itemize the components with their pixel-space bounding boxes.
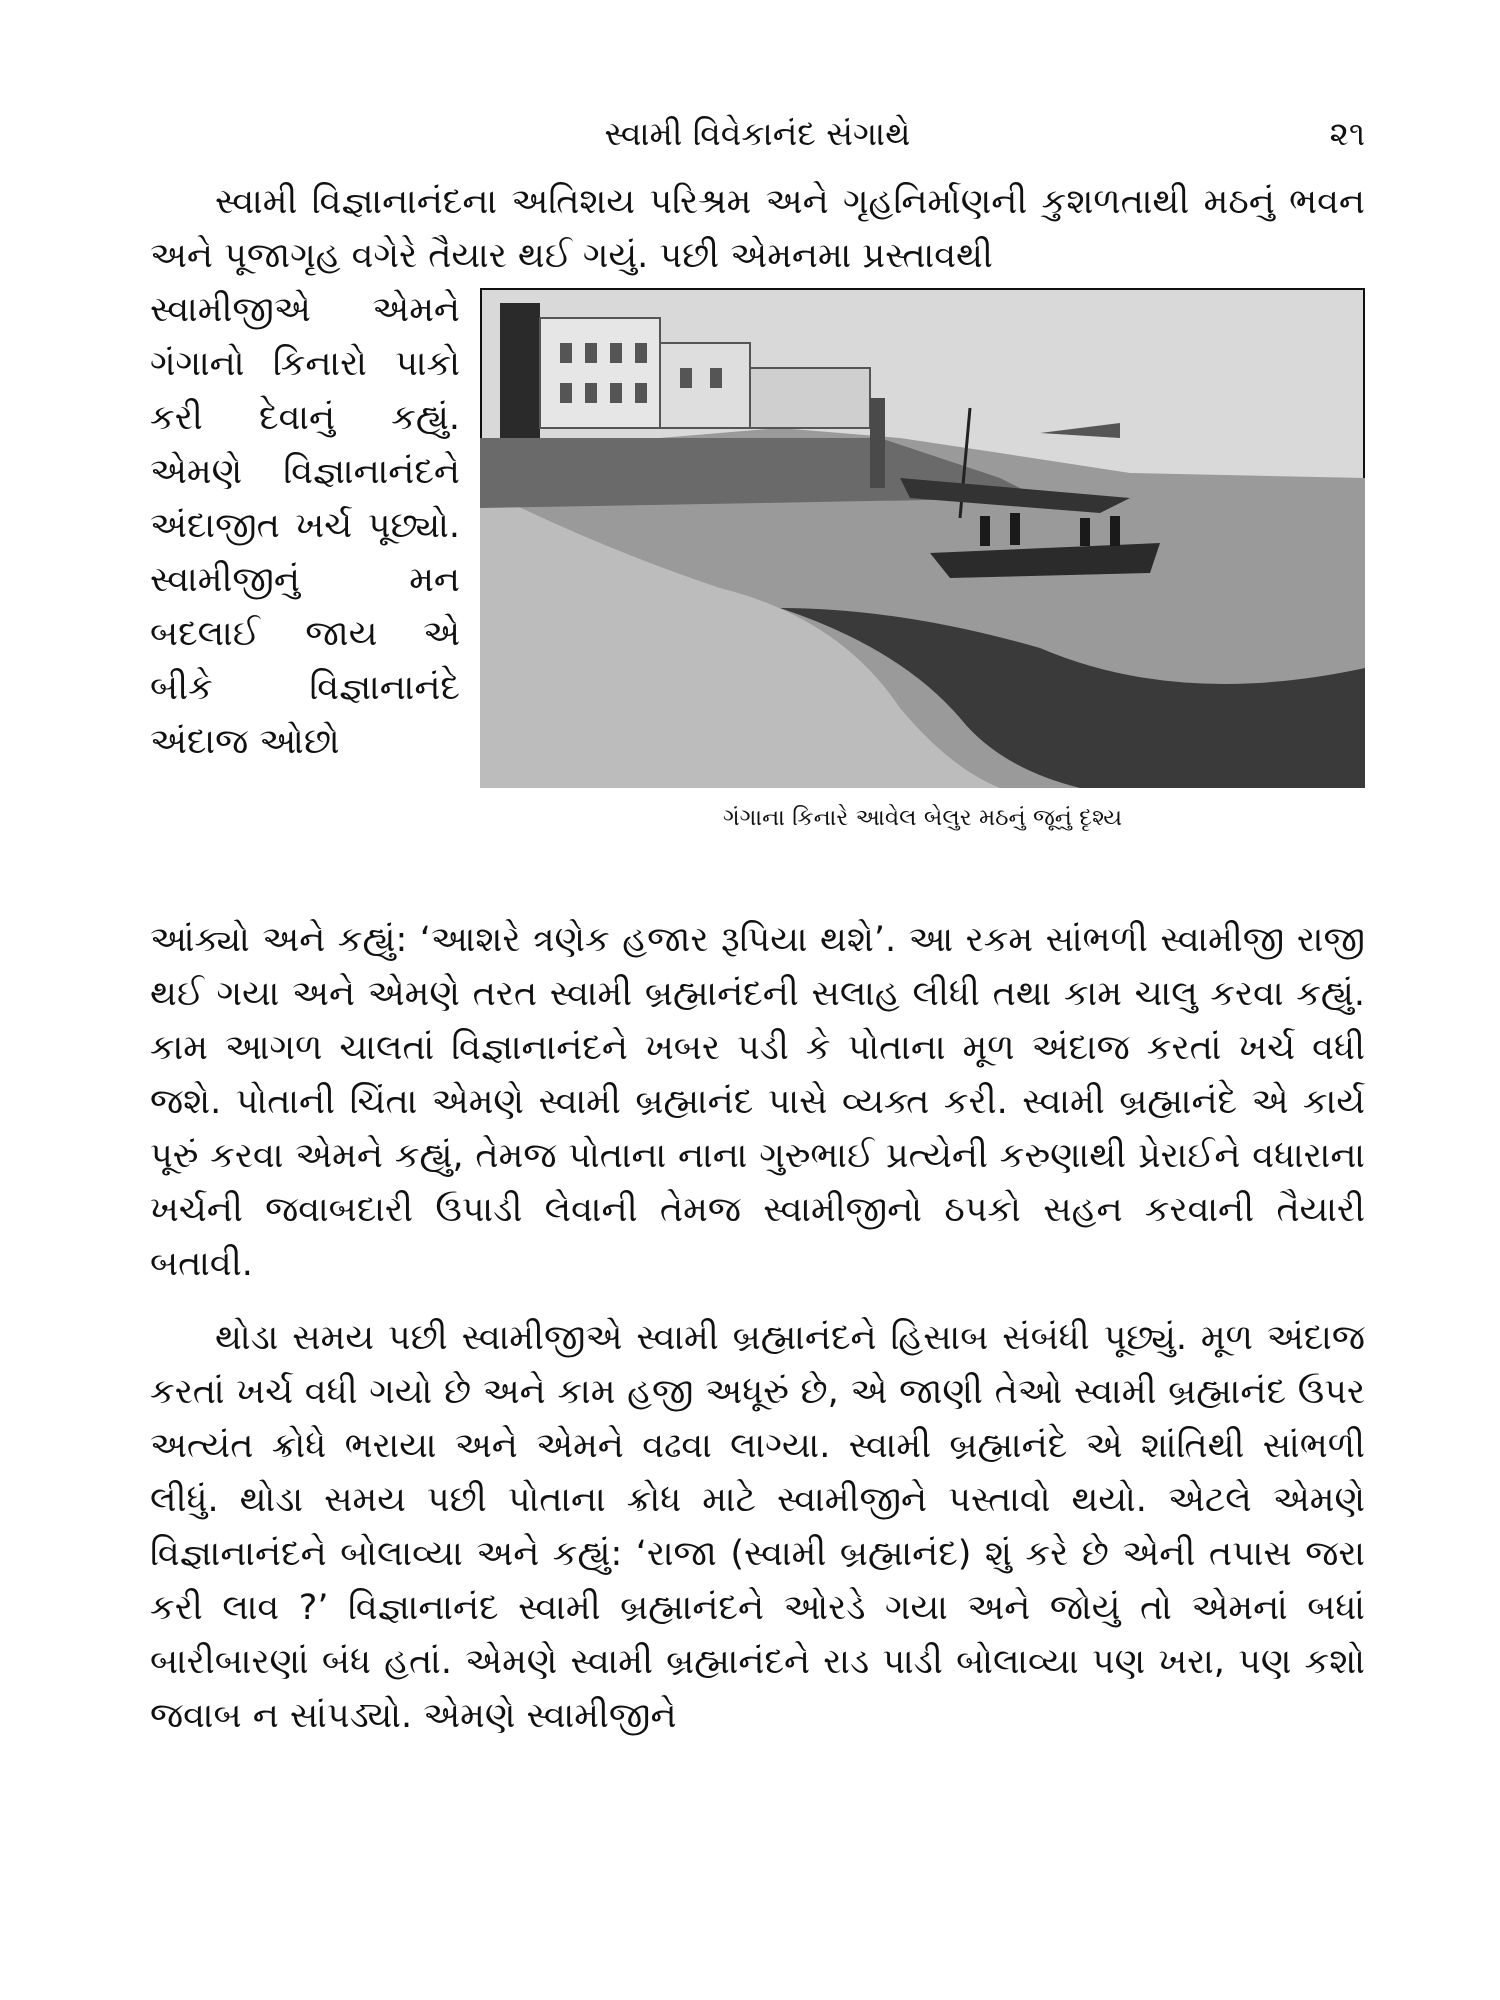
ghat-pillar xyxy=(870,398,885,488)
math-building-main xyxy=(540,318,660,428)
math-building-annex xyxy=(750,368,870,428)
paragraph-2: થોડા સમય પછી સ્વામીજીએ સ્વામી બ્રહ્માનંદને હિસાબ સંબંધી પૂછ્યું. મૂળ અંદાજ કરતાં ખર્ચ વધી ગયો છે અને કામ હજી અધૂરું છે, એ જાણી તેઓ સ્વામી બ્રહ્માનંદ ઉપર અત્યંત ક્રોધે ભરાયા અને એમને વઢવા લાગ્યા. સ્વામી બ્રહ્માનંદે એ શાંતિથી સાંભળી લીધું. થોડા સમય પછી પોતાના ક્રોધ માટે સ્વામીજીને પસ્તાવો થયો. એટલે એમણે વિજ્ઞાનાનંદને બોલાવ્યા અને કહ્યું: ‘રાજા (સ્વામી બ્રહ્માનંદ) શું કરે છે એની તપાસ જરા કરી લાવ ?’ વિજ્ઞાનાનંદ સ્વામી બ્રહ્માનંદને ઓરડે ગયા અને જોયું તો એમનાં બધાં બારીબારણાં બંધ હતાં. એમણે સ્વામી બ્રહ્માનંદને રાડ પાડી બોલાવ્યા પણ ખરા, પણ કશો જવાબ ન સાંપડ્યો. એમણે સ્વામીજીને xyxy=(150,1318,1365,1736)
trees-left xyxy=(500,303,540,443)
running-header xyxy=(150,108,1365,160)
body-text xyxy=(150,175,1365,1743)
running-title: સ્વામી વિવેકાનંદ સંગાથે xyxy=(604,114,911,153)
page-number: ૨૧ xyxy=(1329,114,1365,153)
paragraph-1-opening: સ્વામી વિજ્ઞાનાનંદના અતિશય પરિશ્રમ અને ગૃહનિર્માણની કુશળતાથી મઠનું ભવન અને પૂજાગૃહ વગેરે તૈયાર થઈ ગયું. પછી એમનમા પ્રસ્તાવથી xyxy=(150,182,1365,276)
paragraph-1-side-column: સ્વામીજીએ એમને ગંગાનો કિનારો પાકો કરી દેવાનું કહ્યું. એમણે વિજ્ઞાનાનંદને અંદાજીત ખર્ચ પૂછ્યો. સ્વામીજીનું મન બદલાઈ જાય એ બીકે વિજ્ઞાનાનંદે અંદાજ ઓછો xyxy=(150,290,460,762)
text-with-figure xyxy=(150,283,1365,913)
paragraph-1-continued: આંક્યો અને કહ્યું: ‘આશરે ત્રણેક હજાર રૂપિયા થશે’. આ રકમ સાંભળી સ્વામીજી રાજી થઈ ગયા અને એમણે તરત સ્વામી બ્રહ્માનંદની સલાહ લીધી તથા કામ ચાલુ કરવા કહ્યું. કામ આગળ ચાલતાં વિજ્ઞાનાનંદને ખબર પડી કે પોતાના મૂળ અંદાજ કરતાં ખર્ચ વધી જશે. પોતાની ચિંતા એમણે સ્વામી બ્રહ્માનંદ પાસે વ્યક્ત કરી. સ્વામી બ્રહ્માનંદે એ કાર્ય પૂરું કરવા એમને કહ્યું, તેમજ પોતાના નાના ગુરુભાઈ પ્રત્યેની કરુણાથી પ્રેરાઈને વધારાના ખર્ચની જવાબદારી ઉપાડી લેવાની તેમજ સ્વામીજીનો ઠપકો સહન કરવાની તૈયારી બતાવી. xyxy=(150,920,1365,1284)
belur-math-photo xyxy=(480,288,1365,788)
photo-figure xyxy=(480,288,1365,834)
photo-caption: ગંગાના કિનારે આવેલ બેલુર મઠનું જૂનું દૃશ્ય xyxy=(722,805,1123,831)
math-building-wing xyxy=(660,343,750,428)
